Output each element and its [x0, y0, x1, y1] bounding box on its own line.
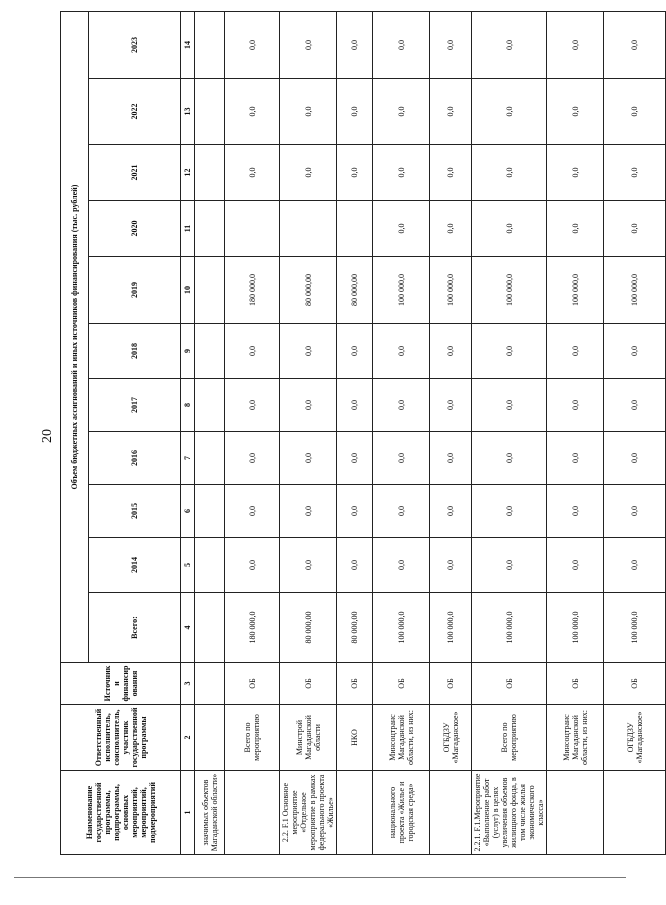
- cell-value: 0,0: [373, 201, 430, 257]
- cell-executor: Минстрой Магаданской области: [280, 705, 337, 771]
- cell-value: 0,0: [280, 379, 337, 432]
- cell-value: 0,0: [280, 324, 337, 379]
- header-name: Наименование государственной программы, подпрограммы, основных мероприятий, мероприятий, подмероприятий: [61, 771, 181, 855]
- table-row: [225, 11, 280, 854]
- cell-value: 0,0: [430, 538, 472, 593]
- cell-value: 0,0: [337, 432, 373, 485]
- column-number: 2: [181, 705, 195, 771]
- cell-value: 100 000,0: [430, 593, 472, 663]
- cell-value: 0,0: [337, 485, 373, 538]
- cell-value: 0,0: [430, 485, 472, 538]
- table-row: [547, 11, 604, 854]
- cell-value: 0,0: [225, 324, 280, 379]
- cell-value: [195, 201, 225, 257]
- cell-value: 0,0: [280, 11, 337, 78]
- column-numbers-row: [181, 11, 195, 854]
- cell-value: 0,0: [280, 538, 337, 593]
- cell-value: 0,0: [337, 145, 373, 201]
- cell-name: [337, 771, 373, 855]
- cell-value: 0,0: [225, 79, 280, 145]
- cell-value: 0,0: [373, 79, 430, 145]
- header-funding-title: Объем бюджетных ассигнований и иных источников финансирования (тыс. рублей): [61, 11, 89, 662]
- cell-value: 0,0: [373, 538, 430, 593]
- column-number: 9: [181, 324, 195, 379]
- cell-value: 0,0: [604, 324, 666, 379]
- cell-value: 0,0: [430, 379, 472, 432]
- table-row: [195, 11, 225, 854]
- cell-value: 0,0: [225, 11, 280, 78]
- cell-executor: ОГБДЗУ «Магаданское»: [604, 705, 666, 771]
- cell-value: 0,0: [430, 79, 472, 145]
- cell-value: 0,0: [472, 11, 547, 78]
- table-row: [430, 11, 472, 854]
- cell-value: 0,0: [337, 538, 373, 593]
- cell-value: 100 000,0: [373, 593, 430, 663]
- cell-value: 80 000,00: [337, 593, 373, 663]
- cell-source: ОБ: [373, 663, 430, 705]
- cell-value: 0,0: [225, 485, 280, 538]
- header-year: 2018: [89, 324, 181, 379]
- cell-value: 100 000,0: [373, 257, 430, 324]
- column-number: 7: [181, 432, 195, 485]
- cell-value: 0,0: [472, 145, 547, 201]
- cell-value: 0,0: [373, 11, 430, 78]
- cell-value: 0,0: [604, 538, 666, 593]
- cell-value: [195, 593, 225, 663]
- cell-value: 0,0: [337, 79, 373, 145]
- cell-value: 0,0: [547, 11, 604, 78]
- cell-executor: НКО: [337, 705, 373, 771]
- cell-executor: Всего по мероприятию: [472, 705, 547, 771]
- cell-value: 0,0: [547, 432, 604, 485]
- cell-value: 100 000,0: [472, 257, 547, 324]
- cell-value: 0,0: [225, 538, 280, 593]
- cell-executor: ОГБДЗУ «Магаданское»: [430, 705, 472, 771]
- cell-value: 100 000,0: [430, 257, 472, 324]
- cell-value: 0,0: [604, 145, 666, 201]
- cell-value: 0,0: [547, 324, 604, 379]
- cell-value: 80 000,00: [337, 257, 373, 324]
- cell-value: 0,0: [604, 201, 666, 257]
- column-number: 13: [181, 79, 195, 145]
- cell-value: [225, 201, 280, 257]
- cell-name: [430, 771, 472, 855]
- cell-value: [195, 79, 225, 145]
- header-year: 2022: [89, 79, 181, 145]
- header-year: 2017: [89, 379, 181, 432]
- column-number: 11: [181, 201, 195, 257]
- cell-value: 0,0: [280, 145, 337, 201]
- cell-source: ОБ: [604, 663, 666, 705]
- cell-value: [195, 145, 225, 201]
- funding-table: [60, 11, 666, 855]
- cell-value: [195, 538, 225, 593]
- header-executor: Ответственный исполнитель, соисполнитель, участник государственной программы: [61, 705, 181, 771]
- cell-value: 100 000,0: [604, 257, 666, 324]
- cell-value: [195, 485, 225, 538]
- cell-value: 0,0: [280, 485, 337, 538]
- cell-value: 0,0: [225, 432, 280, 485]
- cell-value: [195, 324, 225, 379]
- header-total: Всего:: [89, 593, 181, 663]
- cell-value: 0,0: [430, 432, 472, 485]
- table-row: [337, 11, 373, 854]
- cell-value: 0,0: [280, 79, 337, 145]
- cell-value: [337, 201, 373, 257]
- header-year: 2014: [89, 538, 181, 593]
- cell-executor: [195, 705, 225, 771]
- cell-value: 0,0: [547, 379, 604, 432]
- header-source: Источники финансирования: [61, 663, 181, 705]
- cell-value: 0,0: [472, 379, 547, 432]
- cell-value: 0,0: [604, 11, 666, 78]
- table-body: [195, 11, 666, 854]
- cell-executor: Минсоцтранс Магаданской области, из них:: [547, 705, 604, 771]
- cell-value: 0,0: [373, 145, 430, 201]
- column-number: 3: [181, 663, 195, 705]
- cell-value: 100 000,0: [547, 257, 604, 324]
- cell-value: 0,0: [547, 201, 604, 257]
- header-year: 2023: [89, 11, 181, 78]
- cell-value: [195, 11, 225, 78]
- column-number: 6: [181, 485, 195, 538]
- cell-executor: Всего по мероприятию: [225, 705, 280, 771]
- cell-value: 0,0: [430, 11, 472, 78]
- header-year: 2016: [89, 432, 181, 485]
- cell-value: 0,0: [472, 538, 547, 593]
- cell-name: 2.2.1. F.1.Мероприятие «Выполнение работ (услуг) в целях увеличения объемов жилищного фонда, в том числе жилья экономического класса»: [472, 771, 547, 855]
- column-number: 10: [181, 257, 195, 324]
- header-year: 2020: [89, 201, 181, 257]
- cell-value: [195, 257, 225, 324]
- cell-name: [547, 771, 604, 855]
- column-number: 12: [181, 145, 195, 201]
- cell-source: ОБ: [280, 663, 337, 705]
- column-number: 8: [181, 379, 195, 432]
- cell-source: ОБ: [472, 663, 547, 705]
- cell-value: 180 000,0: [225, 593, 280, 663]
- table-row: [373, 11, 430, 854]
- cell-name: 2.2. F.1 Основное мероприятие «Отдельное мероприятие в рамках федерального проекта «Жилье»: [280, 771, 337, 855]
- cell-executor: Минсоцтранс Магаданской области, из них:: [373, 705, 430, 771]
- column-number: 4: [181, 593, 195, 663]
- cell-value: 0,0: [472, 324, 547, 379]
- cell-value: 0,0: [225, 379, 280, 432]
- table-row: [280, 11, 337, 854]
- cell-name: национального проекта «Жилье и городская среда»: [373, 771, 430, 855]
- cell-value: 0,0: [472, 79, 547, 145]
- table-row: [472, 11, 547, 854]
- cell-value: 0,0: [373, 379, 430, 432]
- cell-source: [195, 663, 225, 705]
- cell-value: 100 000,0: [547, 593, 604, 663]
- cell-value: 0,0: [547, 79, 604, 145]
- cell-value: 0,0: [430, 201, 472, 257]
- column-number: 5: [181, 538, 195, 593]
- cell-name: значимых объектов Магаданской области»: [195, 771, 225, 855]
- column-number: 14: [181, 11, 195, 78]
- cell-value: 0,0: [547, 538, 604, 593]
- header-year: 2019: [89, 257, 181, 324]
- cell-value: 0,0: [604, 485, 666, 538]
- cell-value: 80 000,00: [280, 257, 337, 324]
- cell-value: 0,0: [547, 485, 604, 538]
- cell-value: 0,0: [337, 11, 373, 78]
- cell-value: 180 000,0: [225, 257, 280, 324]
- cell-value: 0,0: [280, 432, 337, 485]
- cell-source: ОБ: [430, 663, 472, 705]
- cell-value: [195, 379, 225, 432]
- cell-value: 0,0: [337, 324, 373, 379]
- bottom-rule: [14, 877, 626, 878]
- cell-name: [225, 771, 280, 855]
- cell-value: [280, 201, 337, 257]
- cell-value: [195, 432, 225, 485]
- table-row: [604, 11, 666, 854]
- cell-value: 0,0: [225, 145, 280, 201]
- cell-value: 0,0: [472, 432, 547, 485]
- cell-value: 0,0: [373, 324, 430, 379]
- cell-value: 0,0: [547, 145, 604, 201]
- cell-value: 0,0: [604, 432, 666, 485]
- cell-value: 0,0: [430, 324, 472, 379]
- cell-source: ОБ: [225, 663, 280, 705]
- column-number: 1: [181, 771, 195, 855]
- cell-value: 0,0: [604, 379, 666, 432]
- cell-value: 0,0: [337, 379, 373, 432]
- header-year: 2015: [89, 485, 181, 538]
- cell-value: 0,0: [472, 201, 547, 257]
- cell-value: 0,0: [373, 485, 430, 538]
- cell-value: 80 000,00: [280, 593, 337, 663]
- cell-value: 100 000,0: [604, 593, 666, 663]
- cell-value: 0,0: [373, 432, 430, 485]
- cell-source: ОБ: [547, 663, 604, 705]
- cell-value: 0,0: [430, 145, 472, 201]
- table-wrapper: [60, 12, 644, 855]
- cell-name: [604, 771, 666, 855]
- cell-value: 100 000,0: [472, 593, 547, 663]
- page-number: 20: [40, 429, 55, 443]
- cell-value: 0,0: [472, 485, 547, 538]
- cell-value: 0,0: [604, 79, 666, 145]
- header-year: 2021: [89, 145, 181, 201]
- cell-source: ОБ: [337, 663, 373, 705]
